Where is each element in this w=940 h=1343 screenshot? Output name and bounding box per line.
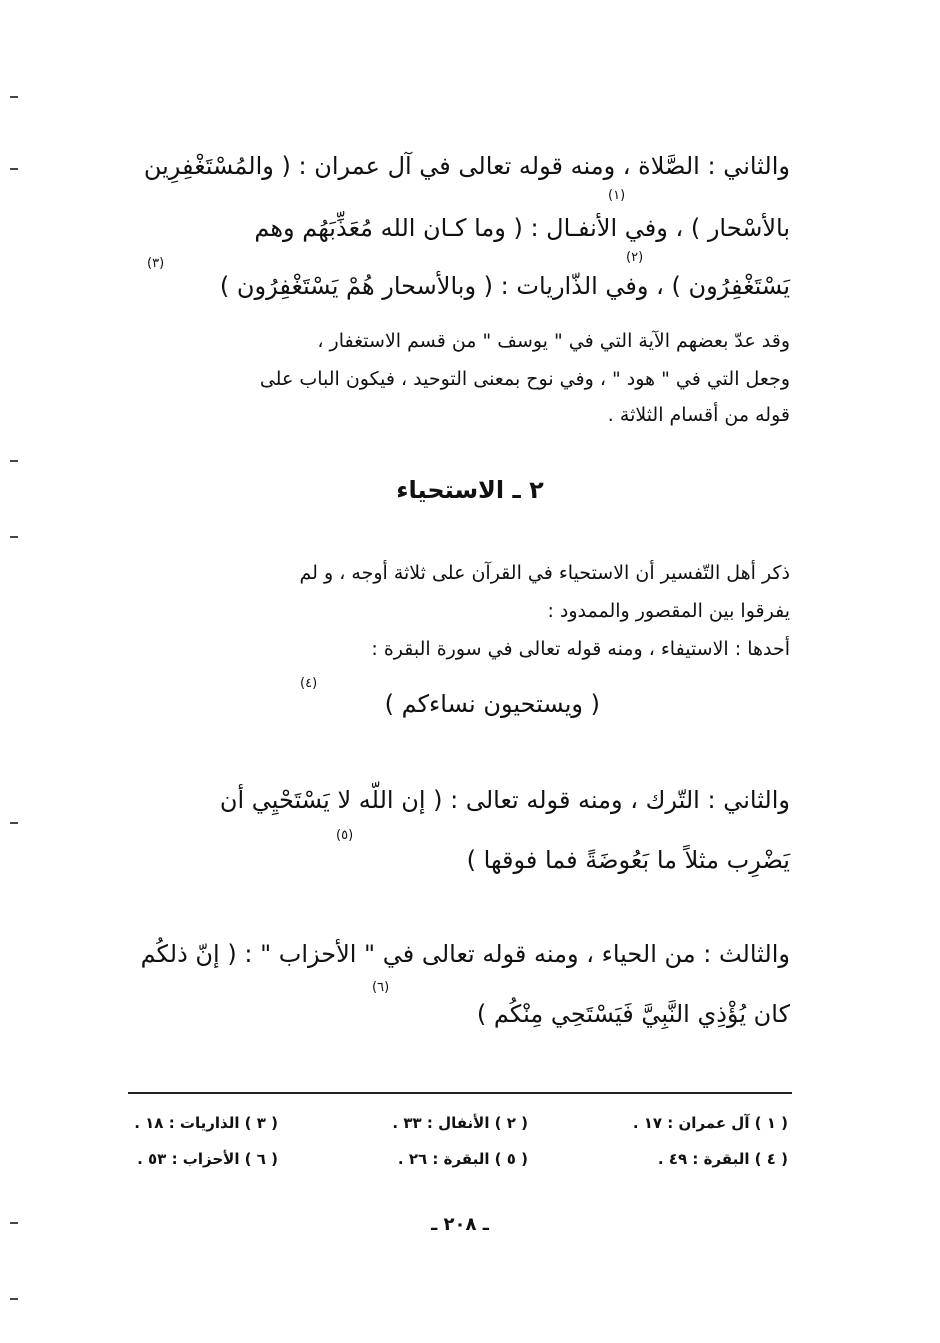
paragraph2-line4: ( ويستحيون نساءكم ) — [384, 690, 600, 718]
footnote-ref-5: (٥) — [336, 828, 354, 843]
paragraph3-line2: يَضْرِب مثلاً ما بَعُوضَةً فما فوقها ) — [466, 846, 790, 874]
margin-mark — [10, 1222, 18, 1224]
paragraph2-line2: يفرقوا بين المقصور والممدود : — [547, 600, 790, 622]
footnote-6: ( ٦ ) الأحزاب : ٥٣ . — [137, 1150, 278, 1168]
paragraph1-line2: بالأسْحار ) ، وفي الأنفـال : ( وما كـان الله مُعَذِّبَهُم وهم — [254, 214, 790, 242]
margin-mark — [10, 96, 18, 98]
footnote-4: ( ٤ ) البقرة : ٤٩ . — [657, 1150, 788, 1168]
paragraph4-line1: والثالث : من الحياء ، ومنه قوله تعالى في " الأحزاب " : ( إنّ ذلكُم — [140, 940, 790, 968]
paragraph1-line5: وجعل التي في " هود " ، وفي نوح بمعنى التوحيد ، فيكون الباب على — [259, 368, 790, 390]
margin-mark — [10, 1298, 18, 1300]
footnote-ref-6: (٦) — [372, 980, 390, 995]
paragraph3-line1: والثاني : التّرك ، ومنه قوله تعالى : ( إن اللّه لا يَسْتَحْيِي أن — [219, 786, 790, 814]
margin-mark — [10, 536, 18, 538]
paragraph2-line3: أحدها : الاستيفاء ، ومنه قوله تعالى في سورة البقرة : — [371, 638, 790, 660]
paragraph1-line1: والثاني : الصَّلاة ، ومنه قوله تعالى في آل عمران : ( والمُسْتَغْفِرِين — [143, 152, 790, 180]
page-number: ـ ٢٠٨ ـ — [431, 1214, 489, 1235]
paragraph1-line3: يَسْتَغْفِرُون ) ، وفي الذّاريات : ( وبالأسحار هُمْ يَسْتَغْفِرُون ) — [219, 272, 790, 300]
section-heading: ٢ ـ الاستحياء — [396, 476, 544, 504]
footnote-ref-1: (١) — [608, 188, 626, 203]
footnote-ref-4: (٤) — [300, 676, 318, 691]
footnote-ref-2: (٢) — [626, 250, 644, 265]
paragraph1-line6: قوله من أقسام الثلاثة . — [607, 404, 790, 426]
margin-mark — [10, 460, 18, 462]
margin-mark — [10, 822, 18, 824]
footnote-2: ( ٢ ) الأنفال : ٣٣ . — [392, 1114, 528, 1132]
paragraph4-line2: كان يُؤْذِي النَّبِيَّ فَيَسْتَحِي مِنْكُم ) — [476, 1000, 790, 1028]
footnote-divider — [128, 1092, 792, 1094]
footnote-1: ( ١ ) آل عمران : ١٧ . — [632, 1114, 788, 1132]
footnote-ref-3: (٣) — [147, 256, 165, 271]
paragraph1-line4: وقد عدّ بعضهم الآية التي في " يوسف " من قسم الاستغفار ، — [317, 330, 790, 352]
footnote-5: ( ٥ ) البقرة : ٢٦ . — [397, 1150, 528, 1168]
footnote-3: ( ٣ ) الذاريات : ١٨ . — [134, 1114, 278, 1132]
paragraph2-line1: ذكر أهل التّفسير أن الاستحياء في القرآن على ثلاثة أوجه ، و لم — [299, 562, 790, 584]
margin-mark — [10, 168, 18, 170]
